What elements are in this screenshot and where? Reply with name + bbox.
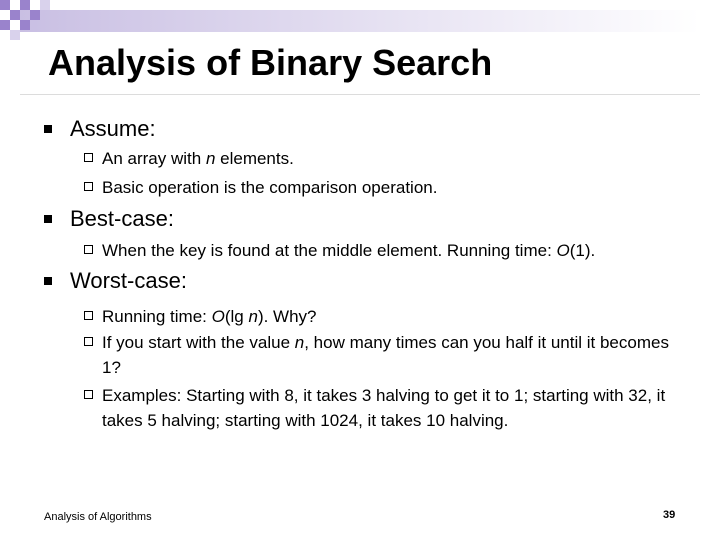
text-segment: Examples: Starting with 8, it takes 3 halving to get it to 1; starting with 32, it takes 5 halving; starting with 1024, it takes 10 halving. — [102, 386, 666, 430]
checkbox-bullet-icon — [84, 311, 93, 320]
footer-text: Analysis of Algorithms — [44, 511, 152, 523]
text-segment: elements. — [215, 149, 294, 168]
text-segment: When the key is found at the middle element. Running time: — [102, 241, 557, 260]
sub-bullet-text — [102, 304, 684, 329]
text-segment: , how many times can you half it until it becomes 1? — [102, 333, 669, 377]
sub-bullet-text — [102, 238, 684, 263]
title-divider — [20, 94, 700, 95]
header-decoration — [0, 0, 720, 42]
checkbox-bullet-icon — [84, 390, 93, 399]
checkbox-bullet-icon — [84, 245, 93, 254]
text-segment: (lg — [224, 307, 249, 326]
checkbox-bullet-icon — [84, 182, 93, 191]
text-segment: ). Why? — [257, 307, 317, 326]
page-number: 39 — [663, 509, 676, 521]
italic-math-text: n — [294, 333, 305, 352]
slide-title: Analysis of Binary Search — [48, 42, 493, 83]
section-heading: Assume: — [70, 116, 156, 141]
sub-bullet-text — [102, 330, 684, 380]
text-segment: An array with — [102, 149, 206, 168]
italic-math-text: O — [556, 241, 570, 260]
checkbox-bullet-icon — [84, 153, 93, 162]
checkbox-bullet-icon — [84, 337, 93, 346]
italic-math-text: O — [211, 307, 225, 326]
text-segment: Basic operation is the comparison operation. — [102, 178, 438, 197]
italic-math-text: n — [248, 307, 258, 326]
text-segment: (1). — [569, 241, 596, 260]
square-bullet-icon — [44, 125, 52, 133]
square-bullet-icon — [44, 215, 52, 223]
sub-bullet-text — [102, 146, 684, 171]
text-segment: If you start with the value — [102, 333, 295, 352]
sub-bullet-text — [102, 383, 684, 433]
section-heading: Best-case: — [70, 206, 174, 231]
sub-bullet-text — [102, 175, 684, 200]
italic-math-text: n — [205, 149, 216, 168]
section-heading: Worst-case: — [70, 268, 187, 293]
text-segment: Running time: — [102, 307, 212, 326]
square-bullet-icon — [44, 277, 52, 285]
